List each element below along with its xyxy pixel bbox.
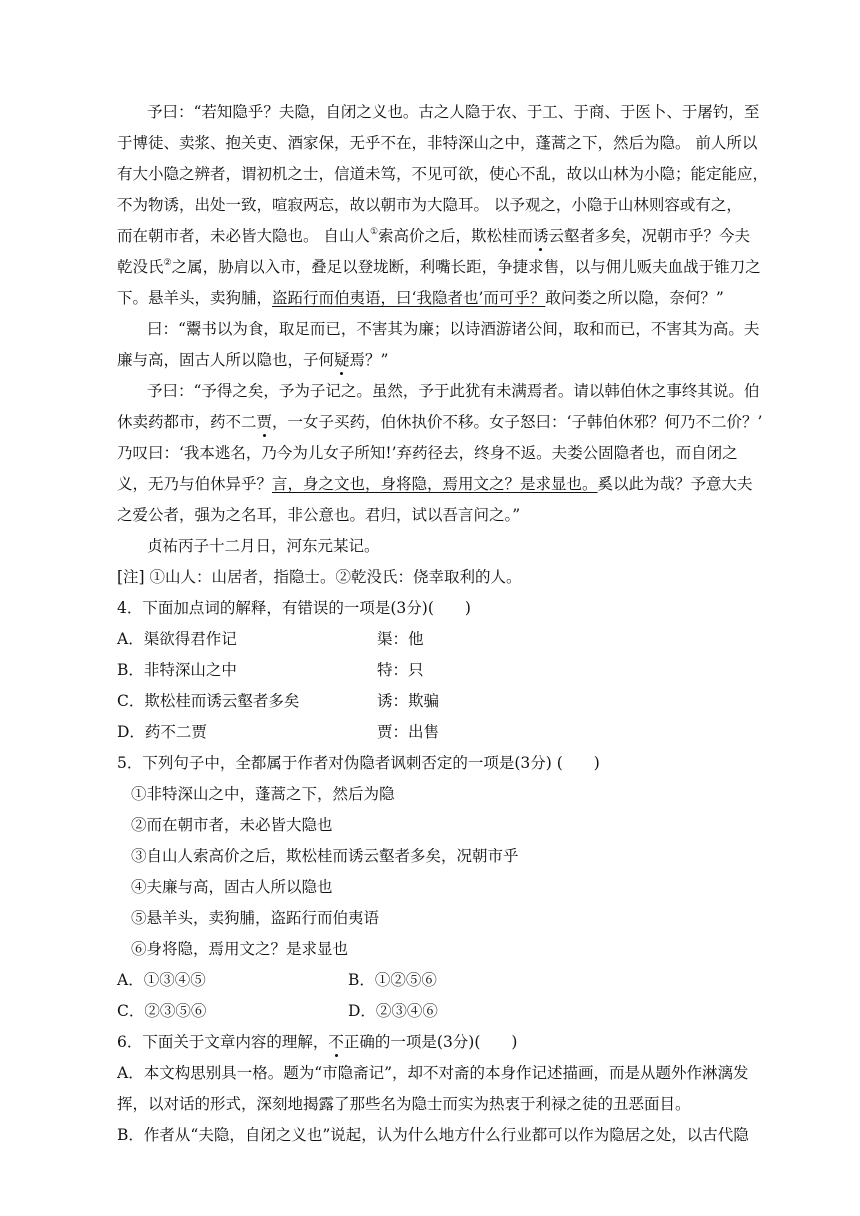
q6-option-a-line-2: 挥，以对话的形式，深刻地揭露了那些名为隐士而实为热衷于利禄之徒的丑恶面目。 xyxy=(117,1095,691,1113)
p1-line-5-a: 而在朝市者，未必皆大隐也。 自山人 xyxy=(117,227,370,245)
dotted-word-you: 诱 xyxy=(533,227,549,245)
q6-stem-a: 6．下面关于文章内容的理解， xyxy=(117,1033,329,1051)
p3-line-4-b: 奚以此为哉？予意大夫 xyxy=(597,475,753,493)
notes: [注] ①山人：山居者，指隐士。②乾没氏：侥幸取利的人。 xyxy=(117,568,522,586)
q4-option-d: D．药不二贾 xyxy=(117,723,207,741)
p2-line-2-a: 廉与高，固古人所以隐也，子何 xyxy=(117,351,335,369)
question-5-stem: 5．下列句子中，全都属于作者对伪隐者讽刺否定的一项是(3分) ( ) xyxy=(117,754,600,772)
p1-line-6-b: 之属，胁肩以入市，叠足以登垅断，利嘴长距，争捷求售，以与佣儿贩夫血战于锥刀之 xyxy=(171,258,761,276)
underlined-sentence-2: 言，身之文也，身将隐，焉用文之？是求显也。 xyxy=(272,475,598,493)
p1-line-5-b: 索高价之后，欺松桂而 xyxy=(378,227,534,245)
q6-option-b-line-1: B．作者从“夫隐，自闭之义也”说起，认为什么地方什么行业都可以作为隐居之处，以古代隐 xyxy=(117,1126,749,1144)
underlined-sentence-1: 盗跖行而伯夷语，曰‘我隐者也’而可乎？ xyxy=(272,289,546,307)
q5-option-c: C．②③⑤⑥ xyxy=(117,1002,207,1020)
p1-line-3: 有大小隐之辨者，谓初机之士，信道未笃，不见可欲，使心不乱，故以山林为小隐；能定能应， xyxy=(117,165,769,183)
q4-option-b-gloss: 特：只 xyxy=(377,661,424,679)
q5-option-b: B．①②⑤⑥ xyxy=(348,971,437,989)
p1-line-4: 不为物诱，出处一致，喧寂两忘，故以朝市为大隐耳。 以予观之，小隐于山林则容或有之， xyxy=(117,196,742,214)
p1-line-1: 予曰：“若知隐乎？夫隐，自闭之义也。古之人隐于农、于工、于商、于医卜、于屠钓，至 xyxy=(147,103,760,121)
q4-option-b: B．非特深山之中 xyxy=(117,661,237,679)
p1-line-7 xyxy=(117,288,724,308)
q5-item-5: ⑤悬羊头，卖狗脯，盗跖行而伯夷语 xyxy=(131,909,380,927)
q6-option-a-line-1: A．本文构思别具一格。题为“市隐斋记”，却不对斋的本身作记述描画，而是从题外作淋漓发 xyxy=(117,1064,749,1082)
question-6-stem xyxy=(117,1032,517,1052)
p1-line-7-b: 敢问娄之所以隐，奈何？” xyxy=(545,289,724,307)
p3-line-2 xyxy=(117,412,762,432)
q5-item-6: ⑥身将隐，焉用文之？是求显也 xyxy=(131,940,349,958)
q5-item-1: ①非特深山之中，蓬蒿之下，然后为隐 xyxy=(131,785,395,803)
p1-line-2: 于博徒、卖浆、抱关吏、酒家保，无乎不在，非特深山之中，蓬蒿之下，然后为隐。 前人所以 xyxy=(117,134,758,152)
q5-option-d: D．②③④⑥ xyxy=(348,1002,438,1020)
note-ref-2: ② xyxy=(163,258,172,268)
p3-line-3: 乃叹曰：‘我本逃名，乃今为儿女子所知!’弃药径去，终身不返。夫娄公固隐者也，而自闭之 xyxy=(117,444,738,462)
p1-line-6-a: 乾没氏 xyxy=(117,258,164,276)
p3-line-1: 予曰：“予得之矣，予为子记之。虽然，予于此犹有未满焉者。请以韩伯休之事终其说。伯 xyxy=(147,382,760,400)
q4-option-c: C．欺松桂而诱云壑者多矣 xyxy=(117,692,300,710)
p2-line-2 xyxy=(117,350,388,370)
p2-line-1: 曰：“鬻书以为食，取足而已，不害其为廉；以诗酒游诸公间，取和而已，不害其为高。夫 xyxy=(147,320,760,338)
p1-line-7-a: 下。悬羊头，卖狗脯， xyxy=(117,289,273,307)
p3-line-4-a: 义，无乃与伯休异乎？ xyxy=(117,475,273,493)
q5-item-4: ④夫廉与高，固古人所以隐也 xyxy=(131,878,333,896)
q5-item-2: ②而在朝市者，未必皆大隐也 xyxy=(131,816,333,834)
p1-line-6 xyxy=(117,257,761,277)
q4-option-a-gloss: 渠：他 xyxy=(377,630,424,648)
p3-line-2-a: 休卖药都市，药不二 xyxy=(117,413,257,431)
q5-option-a: A．①③④⑤ xyxy=(117,971,206,989)
p2-line-2-b: 焉？” xyxy=(349,351,389,369)
p1-line-5 xyxy=(117,226,750,246)
p3-line-4 xyxy=(117,474,753,494)
p3-line-2-b: ，一女子买药，伯休执价不移。女子怒曰：‘子韩伯休邪？何乃不二价？’ xyxy=(272,413,763,431)
q4-option-d-gloss: 贾：出售 xyxy=(377,723,440,741)
q5-item-3: ③自山人索高价之后，欺松桂而诱云壑者多矣，况朝市乎 xyxy=(131,847,519,865)
dotted-word-yi: 疑 xyxy=(334,351,350,369)
p1-line-5-c: 云壑者多矣，况朝市乎？今夫 xyxy=(548,227,751,245)
q6-stem-b: 正确的一项是(3分)( ) xyxy=(343,1033,518,1051)
dotted-word-jia: 贾 xyxy=(256,413,273,431)
note-ref-1: ① xyxy=(369,227,379,237)
question-4-stem: 4．下面加点词的解释，有错误的一项是(3分)( ) xyxy=(117,599,471,617)
q4-option-c-gloss: 诱：欺骗 xyxy=(377,692,440,710)
dotted-word-bu: 不 xyxy=(328,1033,344,1051)
q4-option-a: A．渠欲得君作记 xyxy=(117,630,237,648)
date-line: 贞祐丙子十二月日，河东元某记。 xyxy=(147,537,380,555)
p3-line-5: 之爱公者，强为之名耳，非公意也。君归，试以吾言问之。” xyxy=(117,506,521,524)
